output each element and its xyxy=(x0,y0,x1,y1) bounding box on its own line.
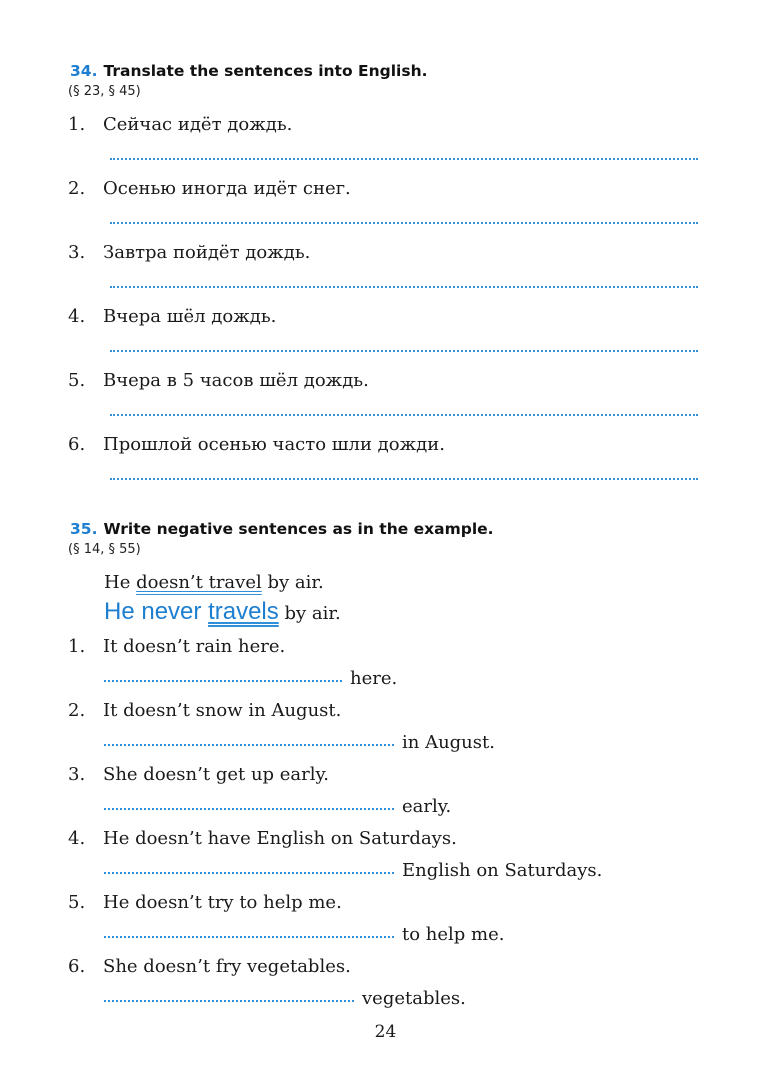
exercise-35-heading xyxy=(70,520,494,538)
ex35-sentence-3: 3. She doesn’t get up early. xyxy=(68,764,330,785)
exercise-35-title: Write negative sentences as in the example. xyxy=(103,520,494,538)
ex35-answer-row-5: to help me. xyxy=(104,924,504,948)
ex35-answer-blank-3[interactable] xyxy=(104,808,394,810)
ex34-answer-line-2[interactable] xyxy=(110,222,698,224)
ex35-sentence-1: 1. It doesn’t rain here. xyxy=(68,636,286,657)
ex35-answer-blank-6[interactable] xyxy=(104,1000,354,1002)
exercise-35-number: 35. xyxy=(70,520,98,538)
ex34-sentence-6: 6. Прошлой осенью часто шли дожди. xyxy=(68,434,445,455)
ex34-answer-line-3[interactable] xyxy=(110,286,698,288)
ex34-sentence-5: 5. Вчера в 5 часов шёл дождь. xyxy=(68,370,369,391)
exercise-34-title: Translate the sentences into English. xyxy=(103,62,428,80)
ex35-sentence-2: 2. It doesn’t snow in August. xyxy=(68,700,342,721)
ex34-sentence-3: 3. Завтра пойдёт дождь. xyxy=(68,242,311,263)
example-answer-underlined-verb: travels xyxy=(208,598,279,625)
page-number: 24 xyxy=(374,1022,397,1042)
ex34-sentence-4: 4. Вчера шёл дождь. xyxy=(68,306,277,327)
ex35-answer-blank-5[interactable] xyxy=(104,936,394,938)
ex35-sentence-5: 5. He doesn’t try to help me. xyxy=(68,892,342,913)
ex35-answer-row-3: early. xyxy=(104,796,451,820)
exercise-34-number: 34. xyxy=(70,62,98,80)
ex35-answer-blank-4[interactable] xyxy=(104,872,394,874)
ex34-answer-line-1[interactable] xyxy=(110,158,698,160)
exercise-34-heading xyxy=(70,62,428,80)
ex34-answer-line-4[interactable] xyxy=(110,350,698,352)
ex34-answer-line-5[interactable] xyxy=(110,414,698,416)
example-sentence: He doesn’t travel by air. xyxy=(104,572,324,593)
ex35-answer-blank-1[interactable] xyxy=(104,680,342,682)
ex34-sentence-1: 1. Сейчас идёт дождь. xyxy=(68,114,293,135)
ex35-sentence-6: 6. She doesn’t fry vegetables. xyxy=(68,956,351,977)
ex35-sentence-4: 4. He doesn’t have English on Saturdays. xyxy=(68,828,457,849)
ex35-answer-row-2: in August. xyxy=(104,732,495,756)
exercise-34-refs: (§ 23, § 45) xyxy=(68,84,141,99)
exercise-35-refs: (§ 14, § 55) xyxy=(68,542,141,557)
ex34-answer-line-6[interactable] xyxy=(110,478,698,480)
example-answer: He never travels by air. xyxy=(104,598,341,625)
ex34-sentence-2: 2. Осенью иногда идёт снег. xyxy=(68,178,351,199)
ex35-answer-blank-2[interactable] xyxy=(104,744,394,746)
ex35-answer-row-4: English on Saturdays. xyxy=(104,860,602,884)
example-underlined-verb: doesn’t travel xyxy=(136,572,262,593)
ex35-answer-row-6: vegetables. xyxy=(104,988,466,1012)
ex35-answer-row-1: here. xyxy=(104,668,397,692)
